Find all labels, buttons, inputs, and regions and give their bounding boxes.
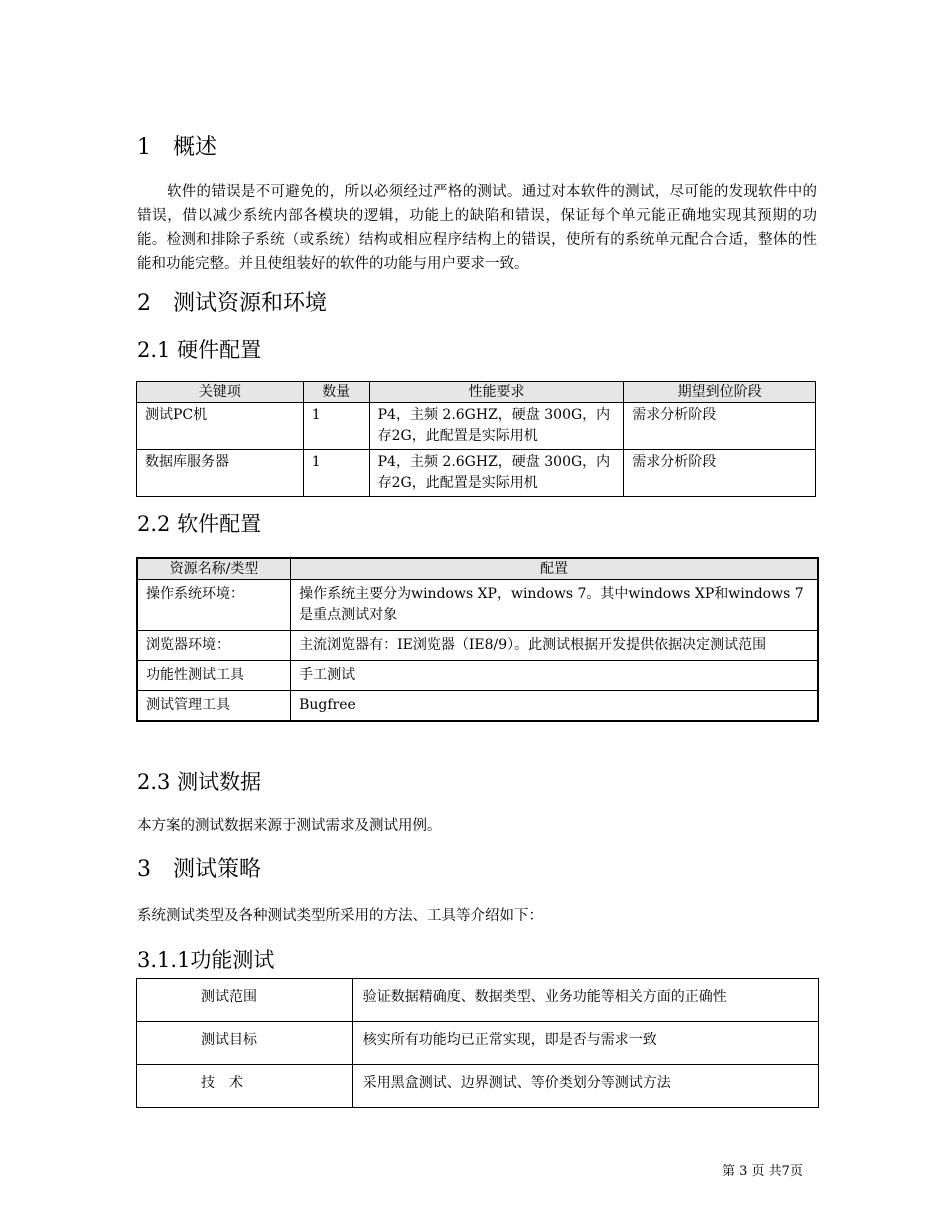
table-row: [137, 580, 818, 631]
section-2-heading: [137, 286, 327, 317]
test-data-paragraph: 本方案的测试数据来源于测试需求及测试用例。: [137, 818, 442, 834]
table-cell: 功能性测试工具: [137, 661, 291, 691]
hardware-table: [136, 381, 816, 497]
table-cell: 测试PC机: [137, 403, 304, 450]
table-cell: 需求分析阶段: [624, 403, 816, 450]
header-cell: 资源名称/类型: [137, 558, 291, 580]
table-cell: 测试目标: [137, 1022, 353, 1065]
functional-test-table: [136, 978, 819, 1108]
header-cell: 关键项: [137, 382, 304, 403]
table-cell: 1: [303, 450, 369, 497]
table-cell: 测试范围: [137, 979, 353, 1022]
section-number: 1: [137, 135, 151, 160]
table-cell: 测试管理工具: [137, 691, 291, 722]
section-title: 测试策略: [173, 857, 262, 882]
table-cell: 核实所有功能均已正常实现，即是否与需求一致: [352, 1022, 818, 1065]
section-title: 概述: [173, 135, 218, 160]
table-cell: 1: [303, 403, 369, 450]
table-row: [137, 661, 818, 691]
table-row: [137, 691, 818, 722]
table-header-row: [137, 558, 818, 580]
table-cell: 技 术: [137, 1065, 353, 1108]
table-row: [137, 631, 818, 661]
table-row: [137, 1022, 819, 1065]
section-2-1-heading: 2.1 硬件配置: [137, 338, 262, 362]
table-cell: Bugfree: [291, 691, 818, 722]
intro-paragraph: 软件的错误是不可避免的，所以必须经过严格的测试。通过对本软件的测试，尽可能的发现软件中的错误，借以减少系统内部各模块的逻辑，功能上的缺陷和错误，保证每个单元能正确地实现其预期的功能。检测和排除子系统（或系统）结构或相应程序结构上的错误，使所有的系统单元配合合适，整体的性能和功能完整。并且使组装好的软件的功能与用户要求一致。: [137, 184, 817, 272]
section-3-1-1-heading: 3.1.1功能测试: [137, 948, 275, 972]
table-cell: P4，主频 2.6GHZ，硬盘 300G，内存2G，此配置是实际用机: [369, 450, 624, 497]
table-cell: 验证数据精确度、数据类型、业务功能等相关方面的正确性: [352, 979, 818, 1022]
table-row: [137, 979, 819, 1022]
table-cell: 数据库服务器: [137, 450, 304, 497]
table-cell: P4，主频 2.6GHZ，硬盘 300G，内存2G，此配置是实际用机: [369, 403, 624, 450]
table-cell: 采用黑盒测试、边界测试、等价类划分等测试方法: [352, 1065, 818, 1108]
table-row: [137, 450, 816, 497]
header-cell: 数量: [303, 382, 369, 403]
header-cell: 期望到位阶段: [624, 382, 816, 403]
section-2-3-heading: 2.3 测试数据: [137, 770, 262, 794]
software-table: [136, 557, 819, 722]
table-row: [137, 1065, 819, 1108]
section-3-heading: [137, 852, 261, 883]
section-number: 2: [137, 291, 151, 316]
table-cell: 浏览器环境：: [137, 631, 291, 661]
table-cell: 操作系统主要分为windows XP，windows 7。其中windows XP和windows 7是重点测试对象: [291, 580, 818, 631]
section-title: 测试资源和环境: [173, 291, 328, 316]
table-cell: 操作系统环境：: [137, 580, 291, 631]
table-cell: 需求分析阶段: [624, 450, 816, 497]
table-cell: 手工测试: [291, 661, 818, 691]
section-number: 3: [137, 857, 151, 882]
header-cell: 性能要求: [369, 382, 624, 403]
strategy-paragraph: 系统测试类型及各种测试类型所采用的方法、工具等介绍如下：: [137, 908, 543, 924]
section-1-heading: [137, 130, 217, 161]
header-cell: 配置: [291, 558, 818, 580]
table-header-row: [137, 382, 816, 403]
section-2-2-heading: 2.2 软件配置: [137, 512, 262, 536]
page-footer: 第 3 页 共7页: [722, 1164, 803, 1179]
table-row: [137, 403, 816, 450]
table-cell: 主流浏览器有：IE浏览器（IE8/9）。此测试根据开发提供依据决定测试范围: [291, 631, 818, 661]
